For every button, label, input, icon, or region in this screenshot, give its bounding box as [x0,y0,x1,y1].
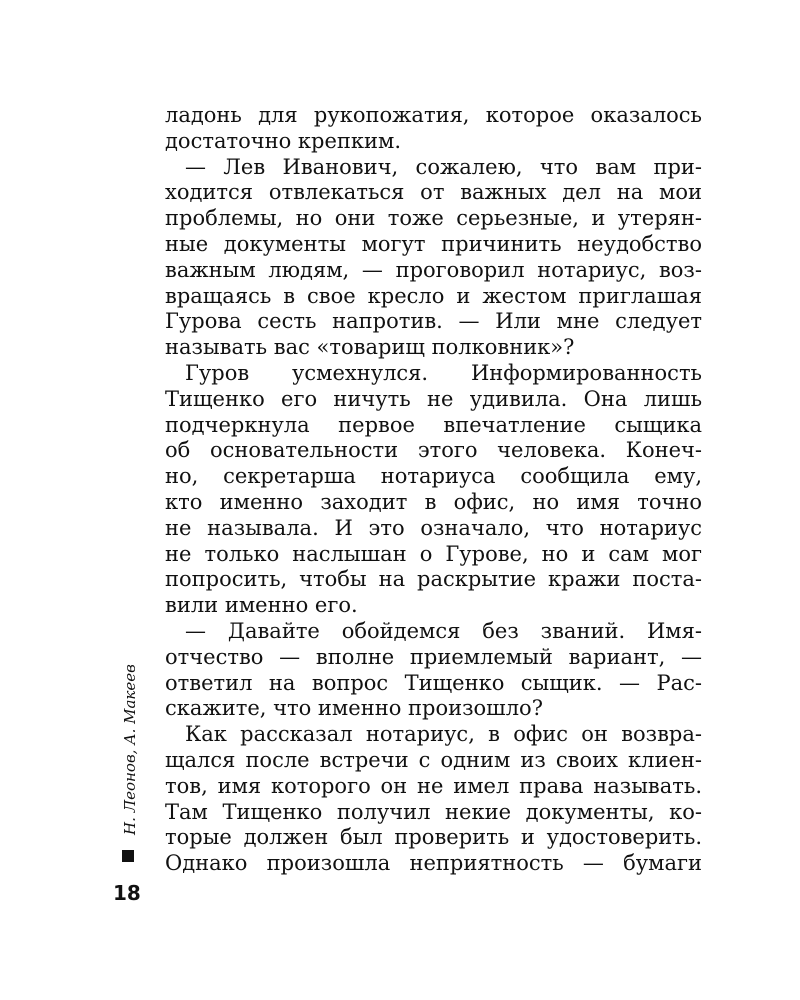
text-line: Там Тищенко получил некие документы, ко- [165,799,702,824]
text-line: — Давайте обойдемся без званий. Имя- [185,618,702,643]
text-line: Как рассказал нотариус, в офис он возвра- [185,722,702,747]
body-text [165,103,702,877]
text-line: щался после встречи с одним из своих клиен- [165,747,702,772]
text-line: проблемы, но они тоже серьезные, и утерян- [165,206,702,231]
text-line: ответил на вопрос Тищенко сыщик. — Рас- [165,670,702,695]
text-line: Гуров усмехнулся. Информированность [185,360,702,385]
text-line: вращаясь в свое кресло и жестом приглашая [165,283,702,308]
text-line: — Лев Иванович, сожалею, что вам при- [185,154,702,179]
text-line: отчество — вполне приемлемый вариант, — [165,644,702,669]
text-line: но, секретарша нотариуса сообщила ему, [165,464,702,489]
text-line: не называла. И это означало, что нотариус [165,515,702,540]
text-line: скажите, что именно произошло? [165,696,543,721]
text-line: подчеркнула первое впечатление сыщика [165,412,702,437]
text-line: ладонь для рукопожатия, которое оказалось [165,103,702,127]
text-line: достаточно крепким. [165,128,402,153]
text-line: ные документы могут причинить неудобство [165,231,702,256]
text-line: об основательности этого человека. Конеч- [165,438,702,463]
text-line: Тищенко его ничуть не удивила. Она лишь [165,386,702,411]
text-line: вили именно его. [165,593,358,618]
text-line: не только наслышан о Гурове, но и сам мог [165,541,702,566]
text-line: кто именно заходит в офис, но имя точно [165,489,702,514]
text-line: торые должен был проверить и удостоверить. [165,825,702,850]
text-line: называть вас «товарищ полковник»? [165,335,575,360]
text-line: важным людям, — проговорил нотариус, воз- [165,257,702,282]
running-head-author: Н. Леонов, А. Макеев [121,664,139,835]
text-line: попросить, чтобы на раскрытие кражи поста- [165,567,702,592]
page-number: 18 [113,881,141,905]
text-line: Однако произошла неприятность — бумаги [165,851,702,876]
running-head-marker [122,850,134,862]
text-line: тов, имя которого он не имел права называть. [165,773,702,798]
text-line: ходится отвлекаться от важных дел на мои [165,180,702,205]
text-line: Гурова сесть напротив. — Или мне следует [165,309,702,334]
